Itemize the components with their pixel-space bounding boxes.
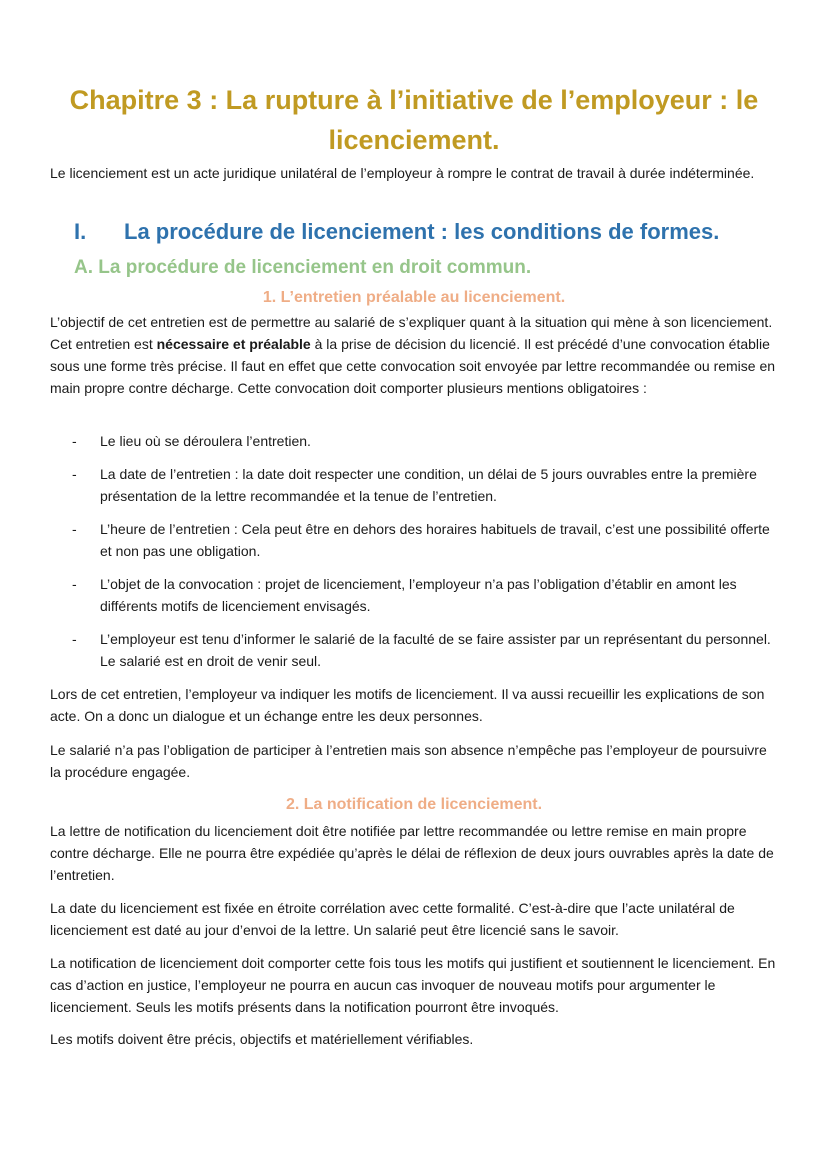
mentions-list	[72, 430, 782, 683]
paragraph-entretien-absence: Le salarié n’a pas l’obligation de participer à l’entretien mais son absence n’empêche pas l’employeur de poursuivre la procédure engagée.	[50, 742, 767, 780]
dash-bullet: -	[72, 576, 77, 592]
paragraph-notification-motifs: La notification de licenciement doit comporter cette fois tous les motifs qui justifient et soutiennent le licenciement. En cas d’action en justice, l’employeur ne pourra en aucun cas invoquer de nouveau motifs pour argumenter le licenciement. Seuls les motifs présents dans la notification pourront être invoqués.	[50, 955, 776, 1015]
part-heading-notification: 2. La notification de licenciement.	[285, 796, 543, 813]
subsection-heading: A. La procédure de licenciement en droit commun.	[74, 257, 532, 278]
list-item-text: Le lieu où se déroulera l’entretien.	[100, 433, 311, 449]
intro-paragraph: Le licenciement est un acte juridique unilatéral de l’employeur à rompre le contrat de travail à durée indéterminée.	[50, 165, 755, 181]
dash-bullet: -	[72, 521, 77, 537]
section-title: La procédure de licenciement : les conditions de formes.	[124, 219, 720, 244]
part-heading-entretien: 1. L’entretien préalable au licenciement.	[262, 289, 566, 306]
list-item-text: L’heure de l’entretien : Cela peut être en dehors des horaires habituels de travail, c’est une possibilité offerte et non pas une obligation.	[100, 521, 770, 559]
section-heading	[74, 218, 719, 246]
dash-bullet: -	[72, 466, 77, 482]
dash-bullet: -	[72, 433, 77, 449]
paragraph-text: à la prise de décision du licencié. Il est précédé d’une convocation établie sous une forme très précise. Il faut en effet que cette convocation soit envoyée par lettre recommandée ou remise en main propre contre décharge. Cette convocation doit comporter plusieurs mentions obligatoires :	[50, 336, 776, 396]
paragraph-entretien-objectif	[50, 311, 780, 399]
list-item-text: L’objet de la convocation : projet de licenciement, l’employeur n’a pas l’obligation d’établir en amont les différents motifs de licenciement envisagés.	[100, 576, 737, 614]
list-item	[72, 430, 782, 452]
dash-bullet: -	[72, 631, 77, 647]
paragraph-entretien-motifs: Lors de cet entretien, l’employeur va indiquer les motifs de licenciement. Il va aussi recueillir les explications de son acte. On a donc un dialogue et un échange entre les deux personnes.	[50, 686, 765, 724]
paragraph-notification-date: La date du licenciement est fixée en étroite corrélation avec cette formalité. C’est-à-dire que l’acte unilatéral de licenciement est daté au jour d’envoi de la lettre. Un salarié peut être licencié sans le savoir.	[50, 900, 735, 938]
paragraph-notification-lettre: La lettre de notification du licenciement doit être notifiée par lettre recommandée ou lettre remise en main propre contre décharge. Elle ne pourra être expédiée qu’après le délai de réflexion de deux jours ouvrables après la date de l’entretien.	[50, 823, 774, 883]
list-item-text: L’employeur est tenu d’informer le salarié de la faculté de se faire assister par un représentant du personnel. Le salarié est en droit de venir seul.	[100, 631, 771, 669]
list-item	[72, 573, 782, 617]
section-number: I.	[74, 219, 87, 244]
paragraph-notification-conclusion: Les motifs doivent être précis, objectifs et matériellement vérifiables.	[50, 1031, 474, 1047]
list-item-text: La date de l’entretien : la date doit respecter une condition, un délai de 5 jours ouvrables entre la première présentation de la lettre recommandée et la tenue de l’entretien.	[100, 466, 757, 504]
paragraph-text: L’objectif de cet entretien est de permettre au salarié de s’expliquer quant à la situation qui mène à son licenciement. Cet entretien est	[50, 314, 773, 352]
chapter-title: Chapitre 3 : La rupture à l’initiative de l’employeur : le licenciement.	[69, 85, 759, 155]
list-item	[72, 518, 782, 562]
list-item	[72, 628, 782, 672]
emphasis-text: nécessaire et préalable	[156, 336, 311, 352]
list-item	[72, 463, 782, 507]
